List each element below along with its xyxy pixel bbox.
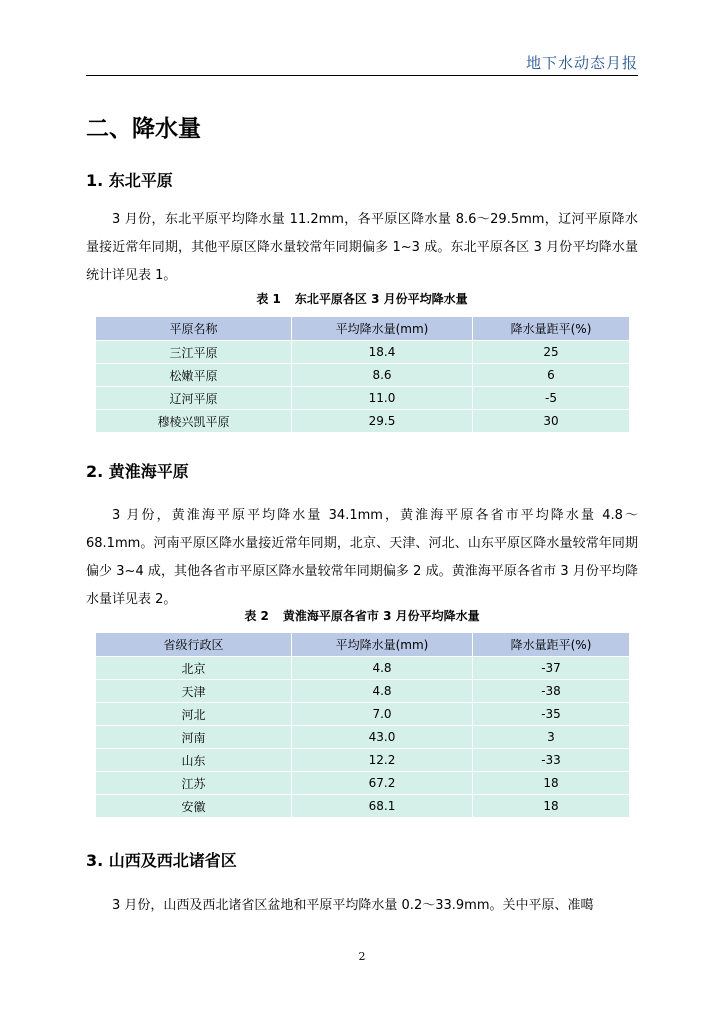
table1-caption-num: 表 1 [256,292,281,306]
page-number: 2 [358,950,366,963]
table-cell: 18 [473,772,630,795]
subsection-title-1: 1. 东北平原 [86,171,173,190]
table-cell: 30 [473,410,630,433]
table-cell: 4.8 [292,657,473,680]
table-header-row [96,633,630,657]
table-cell: 北京 [96,657,292,680]
table2-caption-text: 黄淮海平原各省市 3 月份平均降水量 [282,609,480,623]
table1-header-precip: 平均降水量(mm) [292,317,473,341]
table1-header-anomaly: 降水量距平(%) [473,317,630,341]
table-row [96,703,630,726]
table-cell: 三江平原 [96,341,292,364]
header-rule [86,75,638,76]
table-row [96,387,630,410]
subsection-title-3: 3. 山西及西北诸省区 [86,851,237,870]
table-cell: -38 [473,680,630,703]
table1-caption-text: 东北平原各区 3 月份平均降水量 [294,292,468,306]
table-row [96,680,630,703]
table-cell: 4.8 [292,680,473,703]
paragraph-2: 3 月份，黄淮海平原平均降水量 34.1mm，黄淮海平原各省市平均降水量 4.8～68.1mm。河南平原区降水量接近常年同期，北京、天津、河北、山东平原区降水量较常年同期偏少 3~4 成，其他各省市平原区降水量较常年同期偏多 2 成。黄淮海平原各省市 3 月份平均降水量详见表 2。 [86,508,638,607]
table-row [96,726,630,749]
table2-caption-num: 表 2 [244,609,269,623]
table2-header-name: 省级行政区 [96,633,292,657]
table-cell: 天津 [96,680,292,703]
table-cell: 6 [473,364,630,387]
table1-caption [86,290,638,307]
table-header-row [96,317,630,341]
table-cell: 67.2 [292,772,473,795]
table2-header-precip: 平均降水量(mm) [292,633,473,657]
section-title: 二、降水量 [86,116,201,142]
table-row [96,410,630,433]
table-cell: 7.0 [292,703,473,726]
table-cell: 安徽 [96,795,292,818]
table-row [96,749,630,772]
table-cell: -35 [473,703,630,726]
table-cell: 辽河平原 [96,387,292,410]
table-cell: -37 [473,657,630,680]
table2-caption [86,607,638,624]
table2 [95,632,630,818]
table-cell: 江苏 [96,772,292,795]
table-cell: 松嫩平原 [96,364,292,387]
table-row [96,795,630,818]
table-cell: -33 [473,749,630,772]
table-cell: 穆棱兴凯平原 [96,410,292,433]
paragraph-1: 3 月份，东北平原平均降水量 11.2mm，各平原区降水量 8.6～29.5mm，辽河平原降水量接近常年同期，其他平原区降水量较常年同期偏多 1~3 成。东北平原各区 3 月份平均降水量统计详见表 1。 [86,212,638,283]
table1-header-name: 平原名称 [96,317,292,341]
table-cell: 12.2 [292,749,473,772]
header-title: 地下水动态月报 [525,54,638,72]
table-cell: 11.0 [292,387,473,410]
table-row [96,364,630,387]
table-cell: 河北 [96,703,292,726]
table-cell: 8.6 [292,364,473,387]
table-cell: 山东 [96,749,292,772]
table-cell: -5 [473,387,630,410]
paragraph-3: 3 月份，山西及西北诸省区盆地和平原平均降水量 0.2～33.9mm。关中平原、准噶 [112,898,594,913]
table-row [96,657,630,680]
table-row [96,772,630,795]
table-cell: 25 [473,341,630,364]
table1 [95,316,630,433]
table-cell: 18.4 [292,341,473,364]
table-cell: 河南 [96,726,292,749]
table-cell: 68.1 [292,795,473,818]
table-cell: 29.5 [292,410,473,433]
subsection-title-2: 2. 黄淮海平原 [86,462,189,481]
table2-header-anomaly: 降水量距平(%) [473,633,630,657]
table-cell: 3 [473,726,630,749]
table-row [96,341,630,364]
table-cell: 18 [473,795,630,818]
table-cell: 43.0 [292,726,473,749]
